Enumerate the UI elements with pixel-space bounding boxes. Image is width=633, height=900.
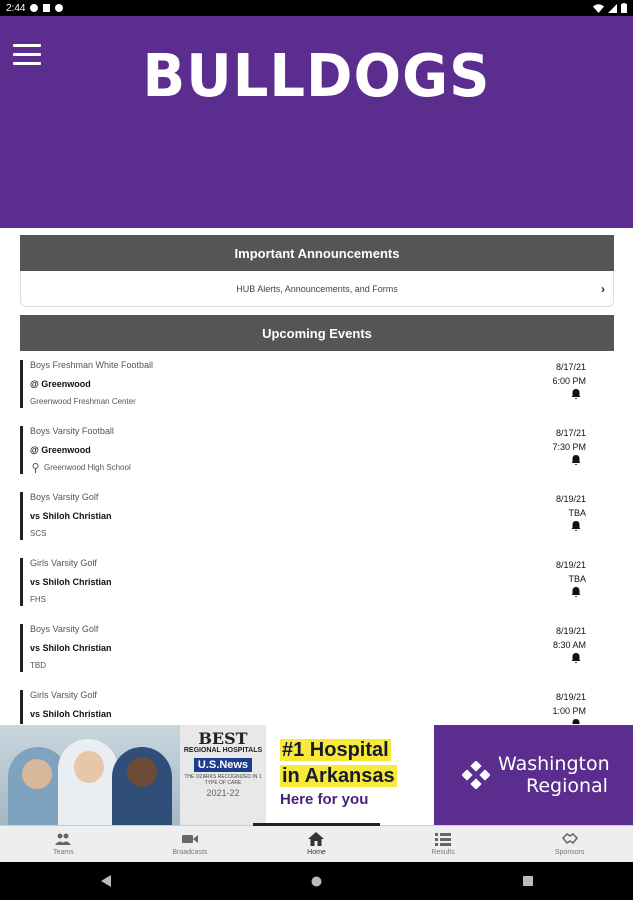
badge-usnews: U.S.News bbox=[194, 758, 252, 772]
badge-year: 2021-22 bbox=[206, 787, 240, 798]
event-time: 7:30 PM bbox=[552, 442, 586, 452]
recents-button[interactable] bbox=[508, 862, 548, 900]
list-icon bbox=[435, 832, 451, 846]
ad-photo-healthcare-workers bbox=[0, 725, 180, 825]
bell-icon[interactable] bbox=[570, 520, 582, 532]
chevron-right-icon: › bbox=[601, 282, 605, 296]
tab-label: Sponsors bbox=[554, 849, 585, 856]
tab-label: Teams bbox=[52, 849, 74, 856]
event-accent-bar bbox=[20, 492, 23, 540]
app-notification-icon bbox=[55, 4, 63, 12]
event-team: Boys Freshman White Football bbox=[30, 360, 154, 370]
battery-icon bbox=[621, 3, 627, 13]
event-opponent: vs Shiloh Christian bbox=[30, 577, 112, 587]
tab-teams[interactable] bbox=[0, 826, 127, 862]
event-opponent: @ Greenwood bbox=[30, 445, 91, 455]
event-accent-bar bbox=[20, 690, 23, 724]
ad-face bbox=[22, 759, 52, 789]
washington-regional-logo-icon bbox=[462, 761, 490, 789]
ad-headline-block bbox=[266, 725, 434, 825]
event-accent-bar bbox=[20, 360, 23, 408]
event-date: 8/19/21 bbox=[555, 494, 586, 504]
event-location: SCS bbox=[30, 529, 47, 538]
status-time: 2:44 bbox=[6, 2, 26, 14]
tab-broadcasts[interactable] bbox=[127, 826, 254, 862]
bell-icon[interactable] bbox=[570, 586, 582, 598]
back-triangle-icon bbox=[101, 875, 111, 887]
event-row[interactable] bbox=[20, 616, 614, 668]
tab-label: Home bbox=[307, 849, 326, 856]
event-row[interactable] bbox=[20, 550, 614, 602]
event-row[interactable] bbox=[20, 682, 614, 724]
event-time: TBA bbox=[568, 508, 586, 518]
event-time: 1:00 PM bbox=[552, 706, 586, 716]
event-date: 8/19/21 bbox=[555, 560, 586, 570]
event-location: Greenwood High School bbox=[44, 463, 131, 472]
tab-results[interactable] bbox=[380, 826, 507, 862]
event-location-with-pin bbox=[30, 463, 131, 472]
bulldogs-logo: BULLDOGS bbox=[142, 42, 491, 111]
signal-icon bbox=[608, 4, 617, 13]
event-team: Boys Varsity Golf bbox=[30, 624, 99, 634]
event-accent-bar bbox=[20, 558, 23, 606]
event-date: 8/19/21 bbox=[555, 692, 586, 702]
tab-label: Results bbox=[431, 849, 455, 856]
badge-best: BEST bbox=[198, 729, 248, 748]
tab-label: Broadcasts bbox=[172, 849, 208, 856]
status-bar bbox=[0, 0, 633, 16]
home-circle-icon bbox=[311, 876, 322, 887]
video-camera-icon bbox=[182, 832, 198, 846]
tab-sponsors[interactable] bbox=[506, 826, 633, 862]
event-accent-bar bbox=[20, 426, 23, 474]
announcements-header: Important Announcements bbox=[20, 235, 614, 271]
people-icon bbox=[55, 832, 71, 846]
event-row[interactable] bbox=[20, 352, 614, 404]
handshake-icon bbox=[562, 832, 578, 846]
ad-brand-line-2: Regional bbox=[526, 775, 608, 797]
events-list bbox=[20, 352, 614, 724]
event-date: 8/19/21 bbox=[555, 626, 586, 636]
ad-brand-line-1: Washington bbox=[498, 753, 610, 775]
notification-icon bbox=[30, 4, 38, 12]
bottom-tab-bar bbox=[0, 825, 633, 862]
event-opponent: @ Greenwood bbox=[30, 379, 91, 389]
event-location: Greenwood Freshman Center bbox=[30, 397, 136, 406]
us-news-badge bbox=[180, 725, 266, 825]
event-row[interactable] bbox=[20, 484, 614, 536]
badge-detail: THE OZARKS RECOGNIZED IN 1 TYPE OF CARE bbox=[184, 773, 262, 786]
ad-face bbox=[127, 757, 157, 787]
bell-icon[interactable] bbox=[570, 652, 582, 664]
ad-headline-1: #1 Hospital bbox=[282, 739, 389, 761]
event-opponent: vs Shiloh Christian bbox=[30, 643, 112, 653]
home-icon bbox=[308, 832, 324, 846]
event-time: 8:30 AM bbox=[552, 640, 586, 650]
back-button[interactable] bbox=[86, 862, 126, 900]
system-navigation-bar bbox=[0, 862, 633, 900]
ad-tagline: Here for you bbox=[280, 791, 369, 808]
sim-card-icon bbox=[43, 4, 50, 12]
ad-face bbox=[74, 751, 104, 783]
bell-icon[interactable] bbox=[570, 454, 582, 466]
app-header bbox=[0, 16, 633, 228]
event-location: FHS bbox=[30, 595, 46, 604]
event-time: 6:00 PM bbox=[552, 376, 586, 386]
ad-headline-2: in Arkansas bbox=[282, 765, 395, 787]
event-opponent: vs Shiloh Christian bbox=[30, 511, 112, 521]
event-time: TBA bbox=[568, 574, 586, 584]
sponsor-ad-banner[interactable] bbox=[0, 725, 633, 825]
recents-square-icon bbox=[523, 876, 533, 886]
map-pin-icon bbox=[32, 463, 39, 473]
home-nav-button[interactable] bbox=[297, 862, 337, 900]
bell-icon[interactable] bbox=[570, 718, 582, 724]
wifi-icon bbox=[593, 4, 604, 13]
event-team: Boys Varsity Football bbox=[30, 426, 114, 436]
bell-icon[interactable] bbox=[570, 388, 582, 400]
event-opponent: vs Shiloh Christian bbox=[30, 709, 112, 719]
ad-brand bbox=[434, 725, 633, 825]
event-team: Girls Varsity Golf bbox=[30, 558, 97, 568]
upcoming-events-header: Upcoming Events bbox=[20, 315, 614, 351]
badge-regional: REGIONAL HOSPITALS bbox=[183, 747, 263, 754]
event-row[interactable] bbox=[20, 418, 614, 470]
event-date: 8/17/21 bbox=[555, 362, 586, 372]
announcements-link-text: HUB Alerts, Announcements, and Forms bbox=[236, 283, 398, 294]
event-team: Girls Varsity Golf bbox=[30, 690, 97, 700]
event-location: TBD bbox=[30, 661, 46, 670]
announcements-link[interactable] bbox=[20, 271, 614, 307]
active-tab-indicator bbox=[253, 823, 380, 826]
event-date: 8/17/21 bbox=[555, 428, 586, 438]
event-team: Boys Varsity Golf bbox=[30, 492, 99, 502]
event-accent-bar bbox=[20, 624, 23, 672]
tab-home[interactable] bbox=[253, 826, 380, 862]
